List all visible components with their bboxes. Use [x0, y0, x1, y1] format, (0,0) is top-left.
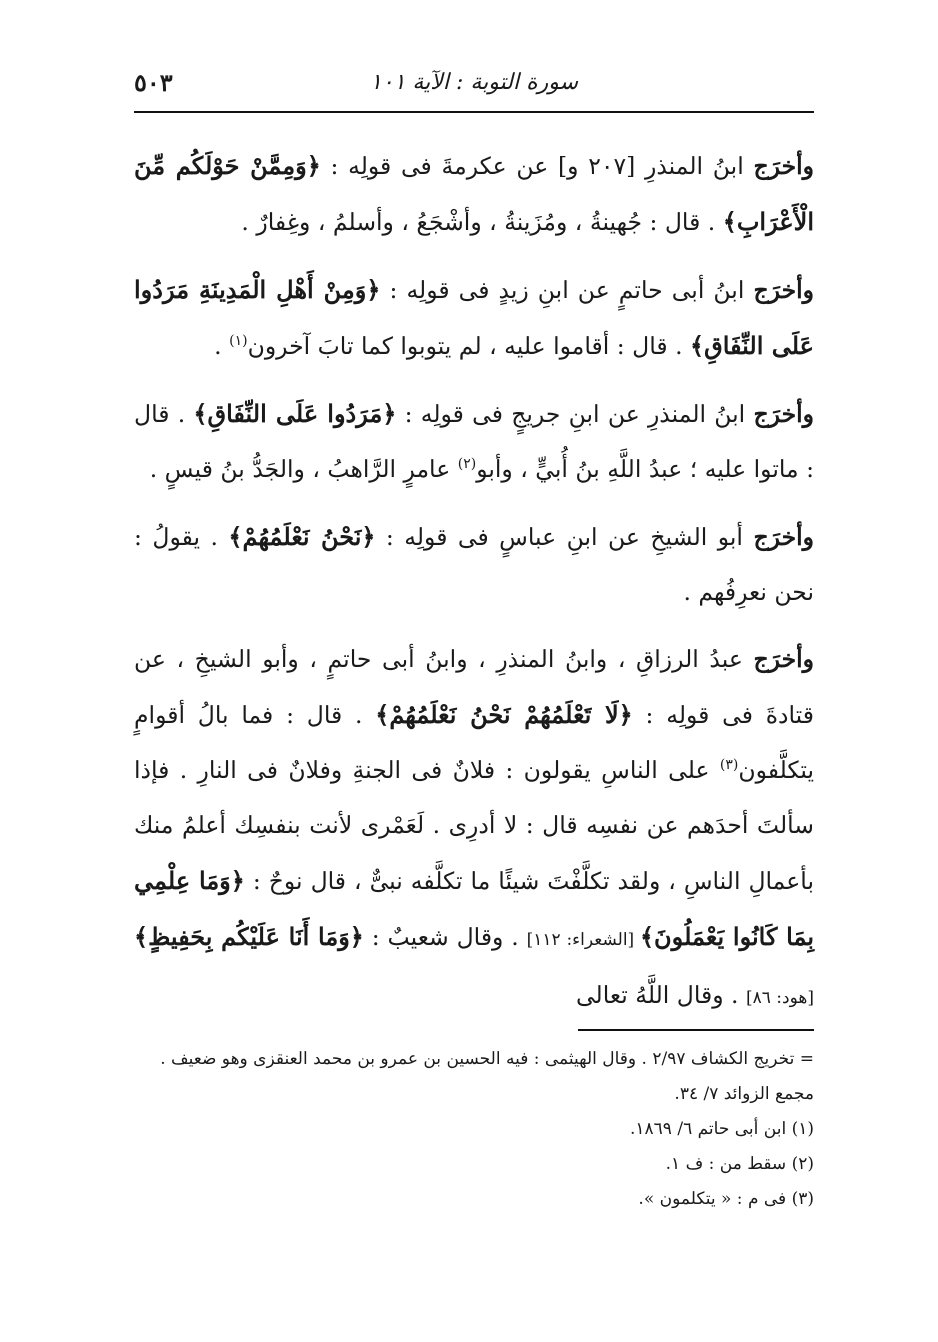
paragraph-4 — [134, 509, 814, 620]
paragraph-text: . وقال شعيبٌ : — [363, 923, 527, 951]
footnotes — [134, 1042, 814, 1217]
verse-reference: [هود: ٨٦] — [746, 988, 814, 1008]
verse-reference: [الشعراء: ١١٢] — [526, 930, 640, 950]
footnote-marker[interactable]: (١) — [229, 333, 248, 350]
page-number: ٥٠٣ — [134, 68, 173, 97]
quran-quote: ﴿لَا تَعْلَمُهُمْ نَحْنُ نَعْلَمُهُمْ﴾ — [375, 700, 633, 729]
paragraph-text: . قال : أقاموا عليه ، لم يتوبوا كما تابَ آخرون — [247, 332, 691, 360]
footnote-2: (٢) سقط من : ف ١. — [665, 1154, 814, 1174]
paragraph-5 — [134, 632, 814, 1026]
paragraph-opening: وأخرَج — [753, 645, 815, 673]
paragraph-text: . وقال اللَّهُ تعالى — [575, 981, 746, 1009]
paragraph-text: أبو الشيخِ عن ابنِ عباسٍ فى قولِه : — [375, 523, 743, 551]
quran-quote: ﴿نَحْنُ نَعْلَمُهُمْ﴾ — [228, 522, 376, 551]
paragraph-1 — [134, 138, 814, 250]
paragraph-text: . يقولُ : نحن نعرِفُهم . — [134, 523, 814, 606]
quran-quote: ﴿مَرَدُوا عَلَى النِّفَاقِ﴾ — [193, 399, 397, 428]
footnote-3: (٣) فى م : « يتكلمون ». — [638, 1189, 814, 1209]
quran-quote: ﴿وَمَا عِلْمِي بِمَا كَانُوا يَعْمَلُونَ﴾ — [134, 866, 814, 951]
main-text — [134, 138, 814, 1038]
paragraph-text: . قال : ماتوا عليه ؛ عبدُ اللَّهِ بنُ أُبيٍّ ، وأبو — [134, 400, 814, 483]
page-header — [134, 64, 814, 104]
header-divider — [134, 111, 814, 113]
paragraph-text: عبدُ الرزاقِ ، وابنُ المنذرِ ، وابنُ أبى حاتمٍ ، وأبو الشيخِ ، عن قتادةَ فى قولِه : — [134, 645, 814, 729]
footnote-marker[interactable]: (٢) — [457, 456, 477, 473]
quran-quote: ﴿وَمِنْ أَهْلِ الْمَدِينَةِ مَرَدُوا عَلَى النِّفَاقِ﴾ — [134, 275, 814, 360]
footnote-1: (١) ابن أبى حاتم ٦/ ١٨٦٩. — [629, 1119, 814, 1139]
quran-quote: ﴿وَمِمَّنْ حَوْلَكُم مِّنَ الْأَعْرَابِ﴾ — [134, 151, 814, 236]
paragraph-text: . قال : فما بالُ أقوامٍ يتكلَّفون — [134, 701, 814, 784]
footnote-marker[interactable]: (٣) — [719, 757, 739, 774]
paragraph-opening: وأخرَج — [753, 523, 814, 551]
running-title: سورة التوبة : الآية ١٠١ — [369, 70, 579, 95]
paragraph-text: على الناسِ يقولون : فلانٌ فى الجنةِ وفلانٌ فى النارِ . فإذا سألتَ أحدَهم عن نفسِه قال : لا أدرِى . لَعَمْرى لأنت بنفسِك أعلمُ منك بأعمالِ الناسِ ، ولقد تكلَّفْتَ شيئًا ما تكلَّفه نبىٌّ ، قال نوحٌ : — [134, 756, 814, 895]
paragraph-opening: وأخرَج — [753, 152, 814, 180]
paragraph-text: . قال : جُهينةُ ، ومُزَينةُ ، وأشْجَعُ ، وأسلمُ ، وغِفارٌ . — [241, 208, 723, 236]
footnote-divider — [578, 1029, 814, 1031]
paragraph-3 — [134, 386, 814, 497]
footnote-continuation: = تخريج الكشاف ٢/٩٧ . وقال الهيثمى : فيه الحسين بن عمرو بن محمد العنقزى وهو ضعيف . مجمع الزوائد ٧/ ٣٤. — [160, 1049, 814, 1104]
paragraph-text: . — [214, 332, 230, 360]
paragraph-text: ابنُ أبى حاتمٍ عن ابنِ زيدٍ فى قولِه : — [380, 276, 745, 304]
quran-quote: ﴿وَمَا أَنَا عَلَيْكُم بِحَفِيظٍ﴾ — [134, 922, 364, 951]
paragraph-opening: وأخرَج — [753, 276, 814, 304]
paragraph-text: ابنُ المنذرِ [٢٠٧ و] عن عكرمةَ فى قولِه : — [320, 152, 744, 180]
paragraph-opening: وأخرَج — [753, 400, 814, 428]
paragraph-text: ابنُ المنذرِ عن ابنِ جريجٍ فى قولِه : — [396, 400, 746, 428]
paragraph-2 — [134, 262, 814, 374]
paragraph-text: عامرٍ الرَّاهبُ ، والجَدُّ بنُ قيسٍ . — [149, 455, 458, 483]
